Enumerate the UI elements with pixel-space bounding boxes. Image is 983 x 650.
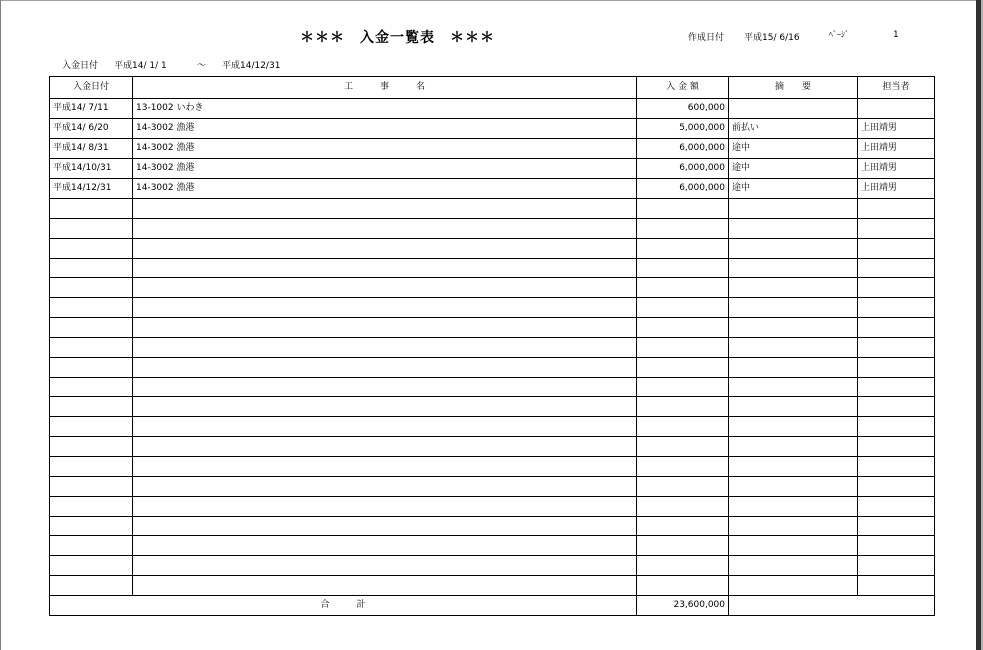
cell-memo bbox=[729, 397, 858, 417]
column-header-name: 工 事 名 bbox=[133, 77, 637, 99]
table-row-empty bbox=[50, 556, 935, 576]
table-row-empty bbox=[50, 536, 935, 556]
cell-amount bbox=[637, 337, 729, 357]
cell-name bbox=[133, 456, 637, 476]
cell-memo bbox=[729, 278, 858, 298]
cell-memo bbox=[729, 456, 858, 476]
cell-person bbox=[858, 576, 935, 596]
cell-memo bbox=[729, 357, 858, 377]
table-row-empty bbox=[50, 258, 935, 278]
page-left-edge bbox=[0, 0, 1, 650]
table-row-empty bbox=[50, 199, 935, 219]
cell-date bbox=[50, 357, 133, 377]
cell-date bbox=[50, 476, 133, 496]
cell-name bbox=[133, 199, 637, 219]
column-header-person: 担当者 bbox=[858, 77, 935, 99]
cell-person bbox=[858, 496, 935, 516]
cell-date bbox=[50, 556, 133, 576]
cell-name bbox=[133, 576, 637, 596]
cell-person bbox=[858, 516, 935, 536]
column-header-memo: 摘 要 bbox=[729, 77, 858, 99]
cell-person bbox=[858, 377, 935, 397]
cell-memo bbox=[729, 258, 858, 278]
cell-amount bbox=[637, 496, 729, 516]
cell-amount: 5,000,000 bbox=[637, 119, 729, 139]
table-row-empty bbox=[50, 278, 935, 298]
date-range-to: 平成14/12/31 bbox=[222, 61, 281, 71]
cell-person bbox=[858, 258, 935, 278]
cell-person bbox=[858, 456, 935, 476]
date-range-label: 入金日付 bbox=[62, 61, 99, 71]
table-row-empty bbox=[50, 397, 935, 417]
cell-name bbox=[133, 238, 637, 258]
cell-person bbox=[858, 417, 935, 437]
cell-amount bbox=[637, 377, 729, 397]
cell-amount bbox=[637, 536, 729, 556]
cell-name bbox=[133, 318, 637, 338]
cell-amount bbox=[637, 556, 729, 576]
cell-person bbox=[858, 476, 935, 496]
cell-date bbox=[50, 337, 133, 357]
cell-person bbox=[858, 99, 935, 119]
table-row bbox=[50, 119, 935, 139]
cell-amount bbox=[637, 238, 729, 258]
cell-date: 平成14/ 6/20 bbox=[50, 119, 133, 139]
cell-memo bbox=[729, 496, 858, 516]
cell-date: 平成14/ 8/31 bbox=[50, 139, 133, 159]
cell-name bbox=[133, 298, 637, 318]
cell-memo bbox=[729, 318, 858, 338]
cell-memo bbox=[729, 516, 858, 536]
table-row-empty bbox=[50, 298, 935, 318]
cell-person bbox=[858, 536, 935, 556]
cell-memo bbox=[729, 199, 858, 219]
cell-date bbox=[50, 456, 133, 476]
cell-person: 上田靖男 bbox=[858, 119, 935, 139]
cell-memo bbox=[729, 218, 858, 238]
cell-memo bbox=[729, 556, 858, 576]
table-row-empty bbox=[50, 238, 935, 258]
cell-name bbox=[133, 258, 637, 278]
cell-person bbox=[858, 397, 935, 417]
cell-date bbox=[50, 536, 133, 556]
cell-amount bbox=[637, 456, 729, 476]
table-row-empty bbox=[50, 456, 935, 476]
cell-name bbox=[133, 357, 637, 377]
cell-amount bbox=[637, 298, 729, 318]
date-range-from: 平成14/ 1/ 1 bbox=[114, 61, 167, 71]
cell-date bbox=[50, 397, 133, 417]
cell-name: 13-1002 いわき bbox=[133, 99, 637, 119]
cell-date bbox=[50, 199, 133, 219]
cell-name bbox=[133, 496, 637, 516]
cell-person bbox=[858, 318, 935, 338]
cell-memo: 途中 bbox=[729, 179, 858, 199]
total-blank-cell bbox=[729, 595, 935, 615]
cell-name bbox=[133, 437, 637, 457]
table-row-empty bbox=[50, 576, 935, 596]
cell-amount bbox=[637, 357, 729, 377]
cell-amount bbox=[637, 199, 729, 219]
cell-name bbox=[133, 397, 637, 417]
table-row-empty bbox=[50, 476, 935, 496]
cell-amount bbox=[637, 318, 729, 338]
cell-memo: 途中 bbox=[729, 159, 858, 179]
cell-person bbox=[858, 298, 935, 318]
cell-memo bbox=[729, 576, 858, 596]
table-row-empty bbox=[50, 357, 935, 377]
cell-amount bbox=[637, 278, 729, 298]
cell-amount bbox=[637, 576, 729, 596]
cell-date: 平成14/ 7/11 bbox=[50, 99, 133, 119]
cell-name bbox=[133, 476, 637, 496]
cell-date bbox=[50, 258, 133, 278]
cell-memo bbox=[729, 437, 858, 457]
cell-date bbox=[50, 576, 133, 596]
table-row bbox=[50, 179, 935, 199]
total-row bbox=[50, 595, 935, 615]
cell-amount bbox=[637, 417, 729, 437]
table-row-empty bbox=[50, 516, 935, 536]
cell-date bbox=[50, 238, 133, 258]
table-row-empty bbox=[50, 318, 935, 338]
cell-name: 14-3002 漁港 bbox=[133, 119, 637, 139]
cell-amount: 6,000,000 bbox=[637, 179, 729, 199]
cell-person bbox=[858, 238, 935, 258]
cell-name bbox=[133, 536, 637, 556]
cell-person bbox=[858, 337, 935, 357]
cell-date bbox=[50, 377, 133, 397]
table-header-row bbox=[50, 77, 935, 99]
cell-name: 14-3002 漁港 bbox=[133, 139, 637, 159]
cell-name bbox=[133, 218, 637, 238]
cell-date bbox=[50, 417, 133, 437]
cell-person bbox=[858, 357, 935, 377]
cell-name bbox=[133, 377, 637, 397]
cell-name bbox=[133, 516, 637, 536]
table-row-empty bbox=[50, 377, 935, 397]
cell-name: 14-3002 漁港 bbox=[133, 159, 637, 179]
cell-name: 14-3002 漁港 bbox=[133, 179, 637, 199]
cell-memo: 途中 bbox=[729, 139, 858, 159]
cell-memo bbox=[729, 476, 858, 496]
cell-amount bbox=[637, 516, 729, 536]
cell-date bbox=[50, 437, 133, 457]
page-top-edge bbox=[0, 0, 983, 1]
cell-amount bbox=[637, 258, 729, 278]
table-row bbox=[50, 139, 935, 159]
cell-date bbox=[50, 298, 133, 318]
cell-amount bbox=[637, 397, 729, 417]
created-date-value: 平成15/ 6/16 bbox=[744, 33, 800, 43]
column-header-date: 入金日付 bbox=[50, 77, 133, 99]
cell-memo bbox=[729, 417, 858, 437]
cell-name bbox=[133, 337, 637, 357]
cell-memo bbox=[729, 536, 858, 556]
total-amount: 23,600,000 bbox=[637, 595, 729, 615]
cell-person: 上田靖男 bbox=[858, 159, 935, 179]
cell-date bbox=[50, 516, 133, 536]
cell-amount: 600,000 bbox=[637, 99, 729, 119]
cell-memo bbox=[729, 238, 858, 258]
report-title: ＊＊＊ 入金一覧表 ＊＊＊ bbox=[300, 30, 495, 46]
table-row bbox=[50, 99, 935, 119]
cell-name bbox=[133, 556, 637, 576]
cell-memo bbox=[729, 99, 858, 119]
date-range-separator: 〜 bbox=[197, 61, 207, 71]
cell-date: 平成14/12/31 bbox=[50, 179, 133, 199]
cell-person: 上田靖男 bbox=[858, 179, 935, 199]
cell-name bbox=[133, 417, 637, 437]
cell-memo bbox=[729, 377, 858, 397]
cell-name bbox=[133, 278, 637, 298]
table-row-empty bbox=[50, 417, 935, 437]
cell-date bbox=[50, 496, 133, 516]
table-row-empty bbox=[50, 496, 935, 516]
cell-date bbox=[50, 318, 133, 338]
cell-person bbox=[858, 199, 935, 219]
cell-amount bbox=[637, 437, 729, 457]
cell-memo bbox=[729, 337, 858, 357]
cell-person bbox=[858, 218, 935, 238]
table-row-empty bbox=[50, 437, 935, 457]
cell-amount: 6,000,000 bbox=[637, 139, 729, 159]
cell-person bbox=[858, 556, 935, 576]
table-row-empty bbox=[50, 337, 935, 357]
cell-person bbox=[858, 437, 935, 457]
cell-person bbox=[858, 278, 935, 298]
cell-amount bbox=[637, 218, 729, 238]
created-date-label: 作成日付 bbox=[688, 33, 725, 43]
cell-amount bbox=[637, 476, 729, 496]
cell-date: 平成14/10/31 bbox=[50, 159, 133, 179]
cell-date bbox=[50, 278, 133, 298]
cell-memo: 前払い bbox=[729, 119, 858, 139]
cell-person: 上田靖男 bbox=[858, 139, 935, 159]
page-number-value: 1 bbox=[893, 30, 899, 40]
payment-ledger-table bbox=[49, 76, 935, 616]
total-label: 合 計 bbox=[50, 595, 637, 615]
cell-memo bbox=[729, 298, 858, 318]
table-row bbox=[50, 159, 935, 179]
page-number-label: ﾍﾟｰｼﾞ bbox=[829, 30, 849, 39]
column-header-amount: 入 金 額 bbox=[637, 77, 729, 99]
cell-amount: 6,000,000 bbox=[637, 159, 729, 179]
table-body bbox=[50, 99, 935, 596]
table-row-empty bbox=[50, 218, 935, 238]
cell-date bbox=[50, 218, 133, 238]
